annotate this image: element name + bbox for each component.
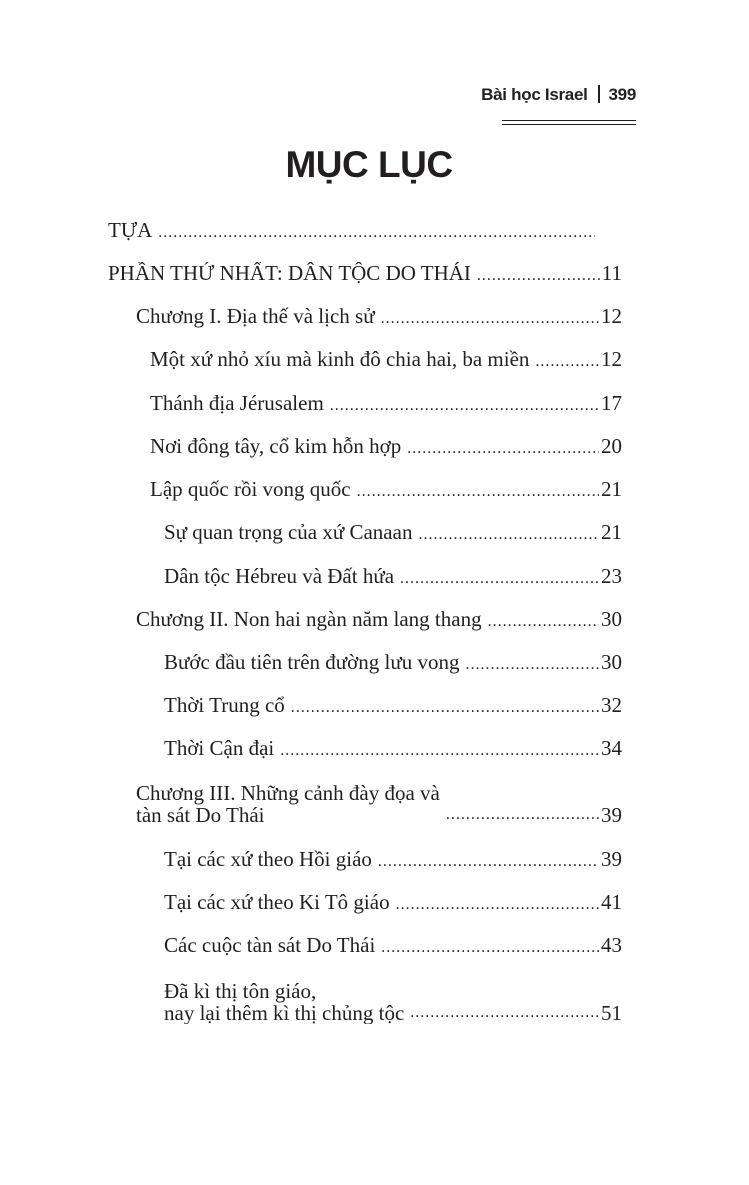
toc-entry-section <box>150 348 622 373</box>
toc-entry-text: PHẦN THỨ NHẤT: DÂN TỘC DO THÁI <box>108 262 471 285</box>
dot-leader <box>400 568 599 590</box>
toc-entry-page: 30 <box>601 651 622 674</box>
toc-entry-text: TỰA <box>108 219 153 242</box>
toc-entry-chapter-3 <box>136 782 622 826</box>
toc-entry-page: 39 <box>601 848 622 871</box>
toc-entry-page: 17 <box>601 392 622 415</box>
toc-entry-text <box>136 782 446 826</box>
toc-entry-subsection <box>164 848 622 873</box>
toc-entry-text: Thời Cận đại <box>164 737 275 760</box>
toc-entry-page: 23 <box>601 565 622 588</box>
toc-entry-page: 43 <box>601 934 622 957</box>
toc-entry-text: Sự quan trọng của xứ Canaan <box>164 521 413 544</box>
dot-leader <box>410 1002 599 1024</box>
toc-entry-subsection <box>164 934 622 959</box>
dot-leader <box>357 481 599 503</box>
toc-entry-page: 41 <box>601 891 622 914</box>
dot-leader <box>477 265 600 287</box>
toc-entry-subsection <box>164 891 622 916</box>
dot-leader <box>381 308 599 330</box>
toc-entry-text <box>164 980 410 1024</box>
toc-entry-section <box>150 392 622 417</box>
dot-leader <box>378 851 599 873</box>
running-header <box>481 84 636 106</box>
toc-entry-text: Các cuộc tàn sát Do Thái <box>164 934 376 957</box>
toc-entry-chapter-1 <box>136 305 622 330</box>
header-rule-bottom <box>502 124 636 125</box>
toc-entry-subsection <box>164 565 622 590</box>
toc-entry-section <box>150 478 622 503</box>
dot-leader <box>158 222 595 244</box>
running-header-title: Bài học Israel <box>481 85 588 104</box>
dot-leader <box>418 524 599 546</box>
dot-leader <box>291 697 599 719</box>
toc-entry-subsection <box>164 651 622 676</box>
toc-entry-preface <box>108 219 595 244</box>
toc-entry-line-1: Chương III. Những cảnh đày đọa và <box>136 782 440 805</box>
dot-leader <box>446 804 599 826</box>
toc-entry-page: 30 <box>601 608 622 631</box>
header-rule-top <box>502 120 636 121</box>
toc-title: MỤC LỤC <box>285 144 453 185</box>
toc-entry-text: Thời Trung cổ <box>164 694 285 717</box>
dot-leader <box>330 395 599 417</box>
toc-entry-page: 11 <box>601 262 622 285</box>
toc-entry-subsection <box>164 521 622 546</box>
toc-entry-line-2: nay lại thêm kì thị chủng tộc <box>164 1001 405 1024</box>
toc-entry-page: 12 <box>601 305 622 328</box>
dot-leader <box>465 654 599 676</box>
toc-entry-text: Tại các xứ theo Hồi giáo <box>164 848 372 871</box>
toc-entry-text: Thánh địa Jérusalem <box>150 392 324 415</box>
toc-entry-chapter-2 <box>136 608 622 633</box>
toc-entry-text: Nơi đông tây, cổ kim hỗn hợp <box>150 435 402 458</box>
header-separator <box>598 85 600 103</box>
toc-entry-page: 51 <box>601 1001 622 1024</box>
dot-leader <box>381 937 599 959</box>
dot-leader <box>535 351 599 373</box>
toc-entry-page: 12 <box>601 348 622 371</box>
toc-entry-subsection <box>164 737 622 762</box>
toc-entry-subsection <box>164 694 622 719</box>
toc-entry-text: Tại các xứ theo Ki Tô giáo <box>164 891 390 914</box>
toc-entry-page: 21 <box>601 478 622 501</box>
toc-entry-line-1: Đã kì thị tôn giáo, <box>164 980 317 1003</box>
toc-entry-text: Lập quốc rồi vong quốc <box>150 478 351 501</box>
toc-entry-line-2: tàn sát Do Thái <box>136 803 265 826</box>
toc-entry-text: Dân tộc Hébreu và Đất hứa <box>164 565 395 588</box>
dot-leader <box>280 740 599 762</box>
toc-entry-text: Bước đầu tiên trên đường lưu vong <box>164 651 460 674</box>
toc-entry-text: Một xứ nhỏ xíu mà kinh đô chia hai, ba miền <box>150 348 530 371</box>
toc-entry-text: Chương II. Non hai ngàn năm lang thang <box>136 608 482 631</box>
dot-leader <box>396 894 599 916</box>
toc-entry-section <box>150 435 622 460</box>
toc-entry-page: 21 <box>601 521 622 544</box>
toc-entry-text: Chương I. Địa thế và lịch sử <box>136 305 375 328</box>
dot-leader <box>407 438 599 460</box>
toc-entry-page: 34 <box>601 737 622 760</box>
toc-entry-part-one <box>108 262 622 287</box>
toc-entry-page: 20 <box>601 435 622 458</box>
dot-leader <box>488 611 599 633</box>
toc-entry-page: 32 <box>601 694 622 717</box>
toc-entry-subsection <box>164 980 622 1024</box>
toc-entry-page: 39 <box>601 803 622 826</box>
running-header-page-number: 399 <box>608 85 636 104</box>
